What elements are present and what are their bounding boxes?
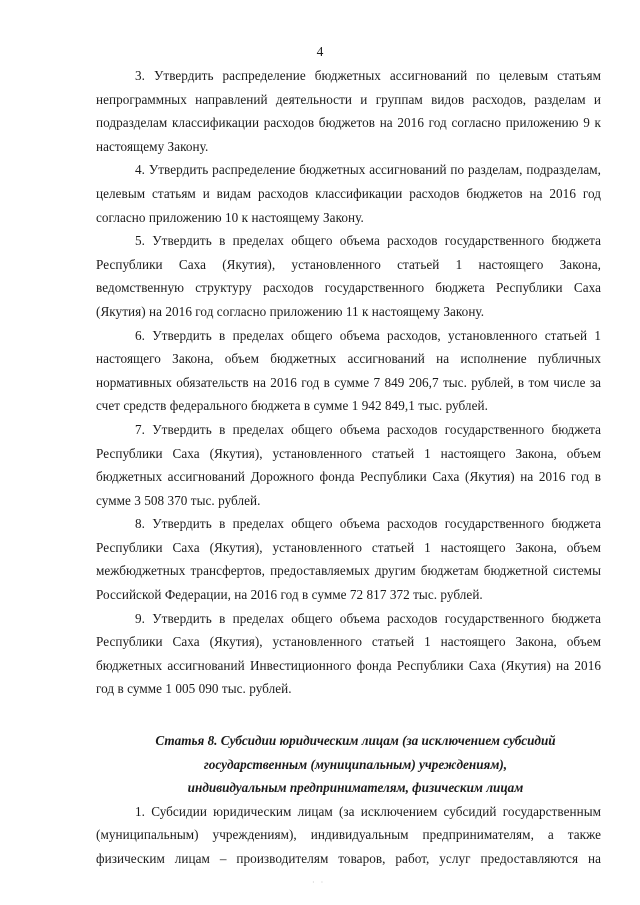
paragraph-item-5: 5. Утвердить в пределах общего объема расходов государственного бюджета Республики Саха (Якутия), установленного статьей 1 настоящего Закона, ведомственную структуру расходов государственного бюджета Республики Саха (Якутия) на 2016 год согласно приложению 11 к настоящему Закону.: [96, 233, 601, 319]
article-8-heading: [96, 729, 601, 800]
paragraph-item-9: 9. Утвердить в пределах общего объема расходов государственного бюджета Республики Саха (Якутия), установленного статьей 1 настоящего Закона, объем бюджетных ассигнований Инвестиционного фонда Республики Саха (Якутия) на 2016 год в сумме 1 005 090 тыс. рублей.: [96, 610, 601, 697]
paragraph-item-7: 7. Утвердить в пределах общего объема расходов государственного бюджета Республики Саха (Якутия), установленного статьей 1 настоящего Закона, объем бюджетных ассигнований Дорожного фонда Республики Саха (Якутия) на 2016 год в сумме 3 508 370 тыс. рублей.: [96, 421, 601, 508]
scan-speck-mark: · ·: [312, 878, 326, 887]
paragraph-item-6: 6. Утвердить в пределах общего объема расходов, установленного статьей 1 настоящего Закона, объем бюджетных ассигнований на исполнение публичных нормативных обязательств на 2016 год в сумме 7 849 206,7 тыс. рублей, в том числе за счет средств федерального бюджета в сумме 1 942 849,1 тыс. рублей.: [96, 327, 601, 414]
article-heading-line-1: Статья 8. Субсидии юридическим лицам (за исключением субсидий: [155, 733, 556, 749]
article-heading-line-3: индивидуальным предпринимателям, физическим лицам: [187, 780, 524, 796]
paragraph-item-3: 3. Утвердить распределение бюджетных ассигнований по целевым статьям непрограммных направлений деятельности и группам видов расходов, разделам и подразделам классификации расходов бюджетов на 2016 год согласно приложению 9 к настоящему Закону.: [96, 68, 601, 154]
article-heading-line-2: государственным (муниципальным) учреждениям),: [203, 756, 508, 772]
paragraph-item-8: 8. Утвердить в пределах общего объема расходов государственного бюджета Республики Саха (Якутия), установленного статьей 1 настоящего Закона, объем межбюджетных трансфертов, предоставляемых другим бюджетам бюджетной системы Российской Федерации, на 2016 год в сумме 72 817 372 тыс. рублей.: [96, 516, 601, 603]
document-body: [96, 64, 601, 871]
paragraph-item-4: 4. Утвердить распределение бюджетных ассигнований по разделам, подразделам, целевым статьям и видам расходов классификации расходов бюджетов на 2016 год согласно приложению 10 к настоящему Закону.: [96, 162, 601, 225]
article-8-paragraph-1: 1. Субсидии юридическим лицам (за исключением субсидий государственным (муниципальным) учреждениям), индивидуальным предпринимателям, а также физическим лицам – производителям товаров, работ, услуг предоставляются на: [96, 803, 601, 866]
page-number: 4: [316, 44, 324, 59]
